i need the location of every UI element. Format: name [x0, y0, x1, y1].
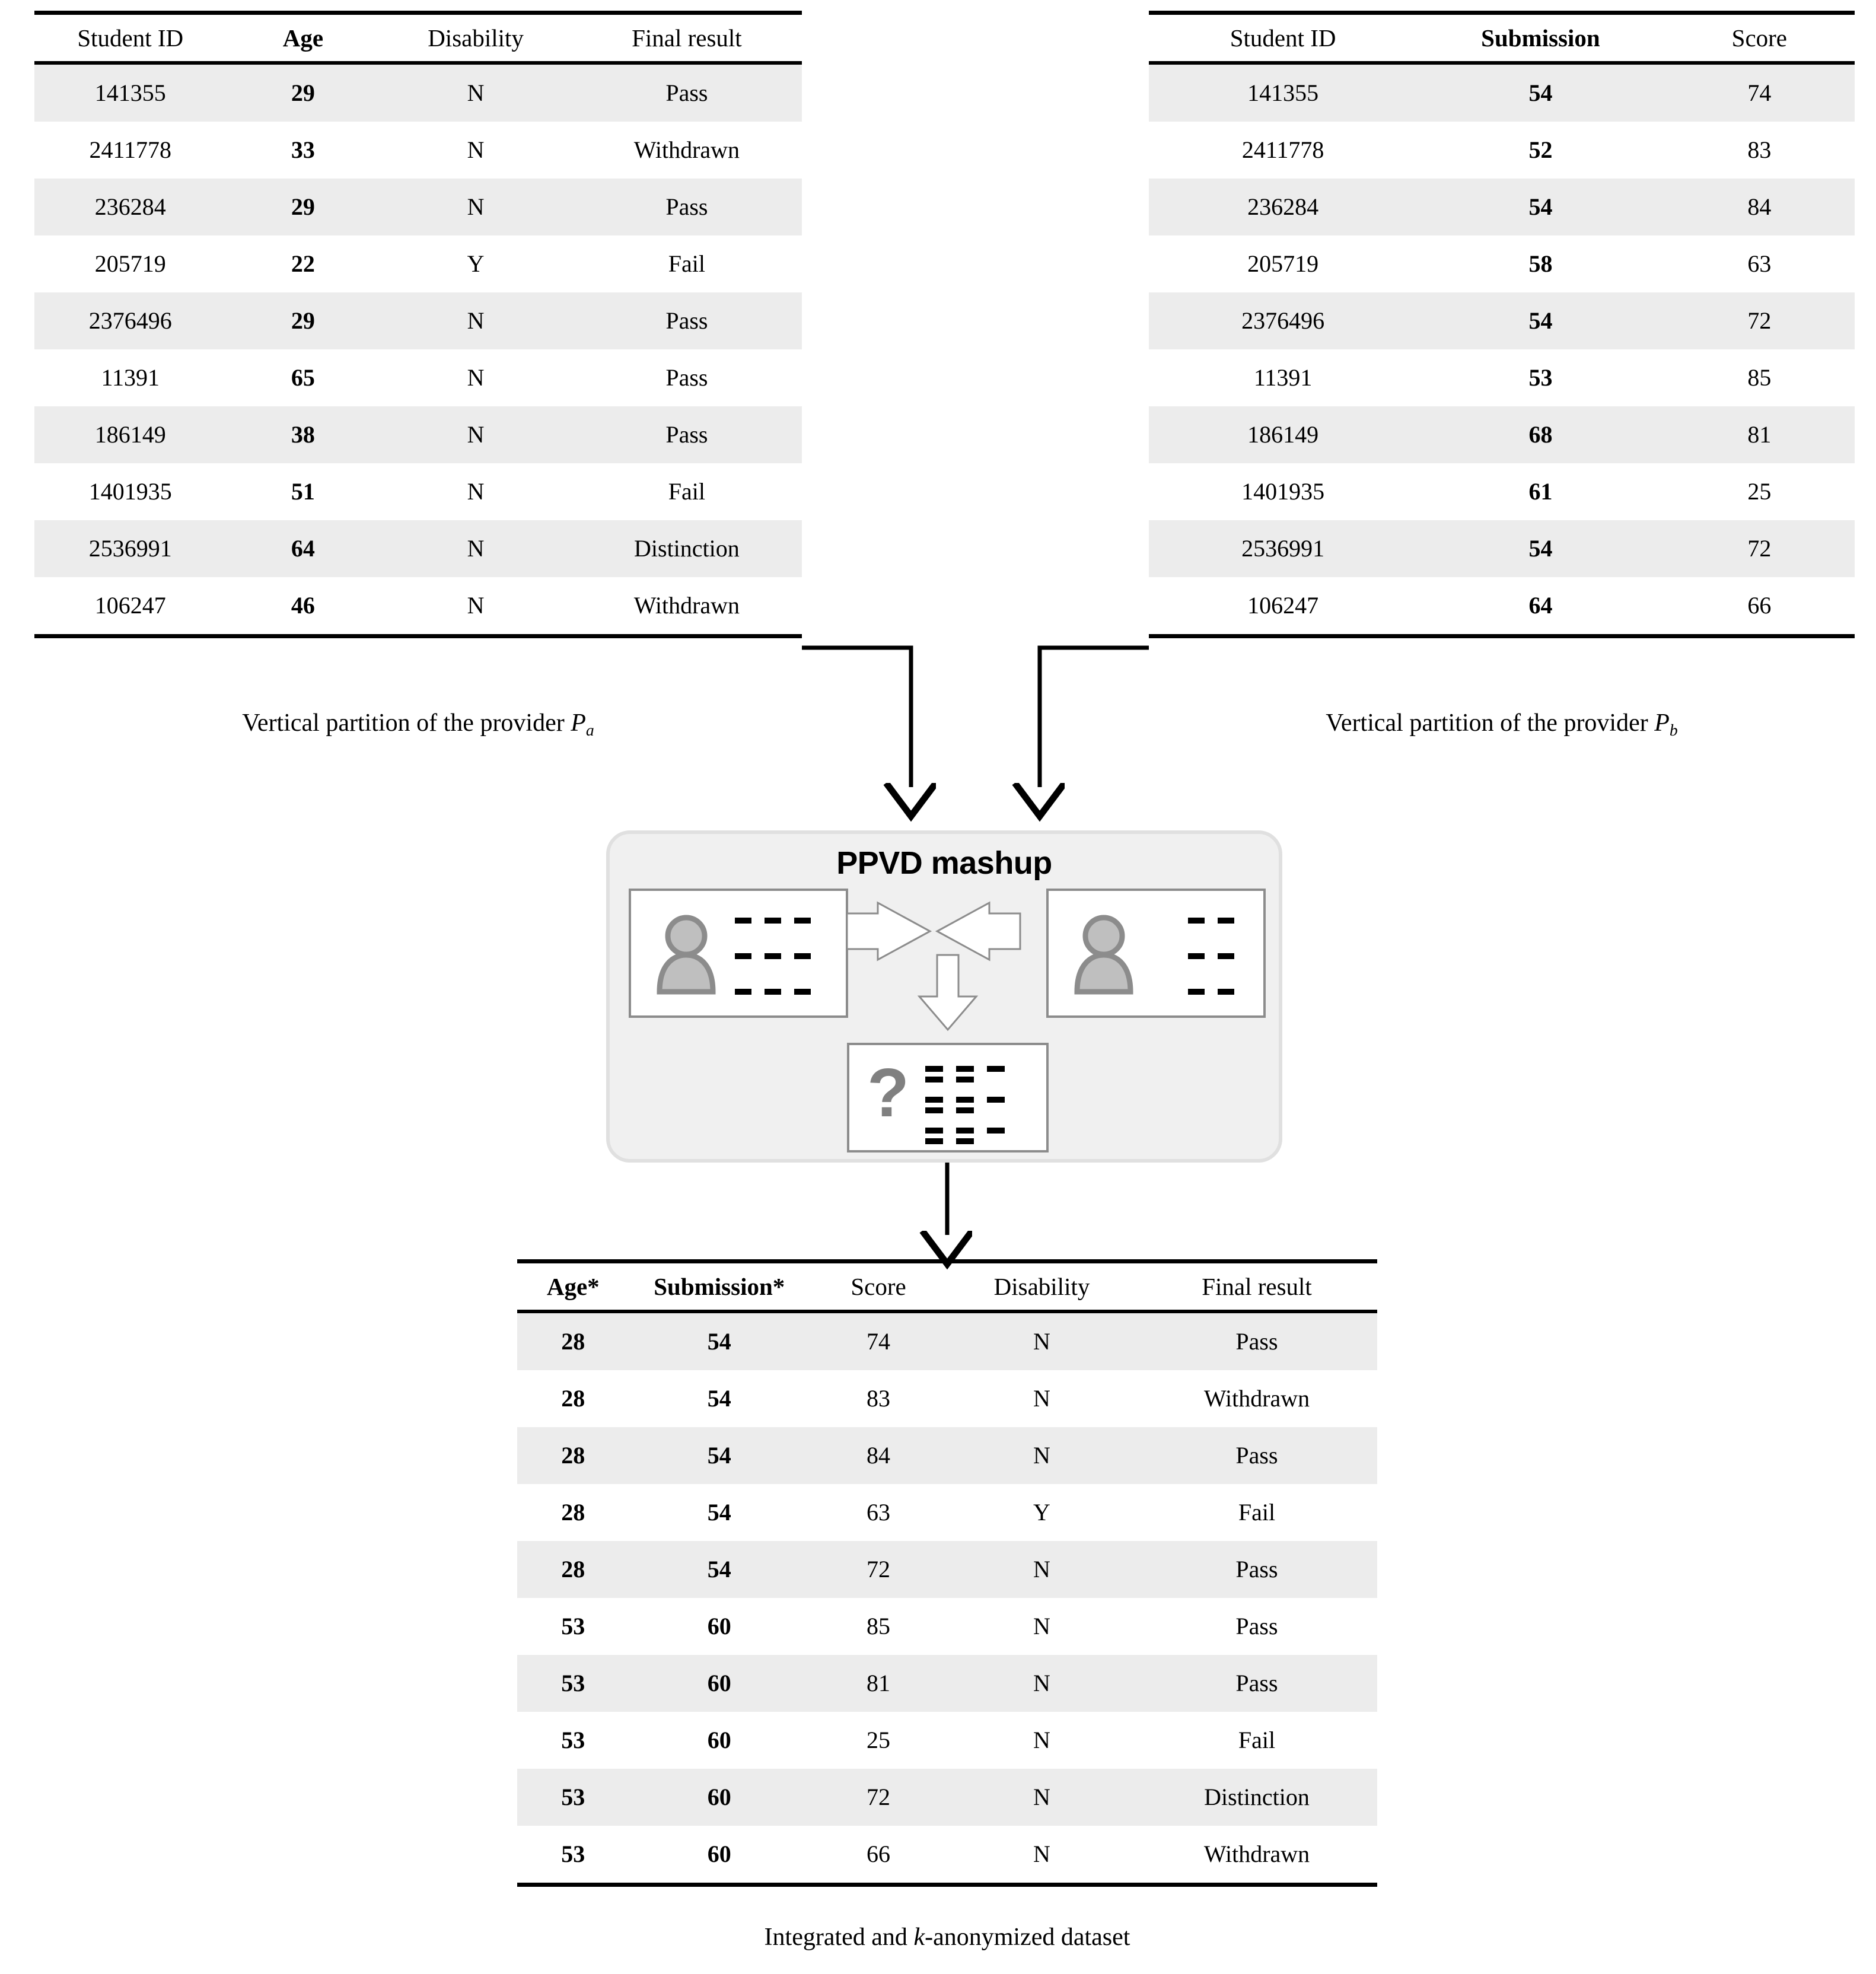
cell-age: 38	[227, 406, 380, 463]
table-row	[1149, 520, 1855, 577]
cell-final-result: Distinction	[1136, 1769, 1377, 1826]
cell-age: 53	[561, 1727, 585, 1753]
cell-disability: Y	[1033, 1499, 1050, 1526]
table-row	[1149, 577, 1855, 636]
provider-a-subscript: a	[585, 721, 594, 740]
person-icon	[654, 913, 719, 996]
cell-final-result: Pass	[1235, 1613, 1278, 1639]
question-mark-icon: ?	[867, 1054, 909, 1131]
dash-lines-left	[735, 916, 824, 1023]
cell-score: 81	[810, 1655, 947, 1712]
cell-score: 66	[1664, 577, 1855, 636]
cell-age: 53	[517, 1655, 629, 1712]
cell-final-result: Fail	[668, 250, 706, 277]
cell-score: 85	[1747, 364, 1772, 391]
table-row	[34, 406, 802, 463]
cell-submission: 60	[629, 1826, 810, 1885]
cell-student-id: 11391	[1253, 364, 1313, 391]
cell-submission: 54	[1417, 63, 1664, 122]
column-header-final-result: Final result	[1136, 1262, 1377, 1312]
cell-final-result: Pass	[572, 179, 802, 235]
cell-score: 63	[1747, 250, 1772, 277]
cell-disability: N	[947, 1427, 1136, 1484]
table-row	[34, 235, 802, 292]
cell-age: 64	[227, 520, 380, 577]
cell-score: 84	[810, 1427, 947, 1484]
column-header-student-id: Student ID	[1149, 13, 1417, 63]
cell-age: 28	[517, 1311, 629, 1370]
cell-submission: 61	[1528, 478, 1553, 505]
table-row	[1149, 179, 1855, 235]
table-row	[1149, 406, 1855, 463]
column-header-submission-star: Submission*	[629, 1262, 810, 1312]
table-row	[34, 122, 802, 179]
cell-student-id: 2411778	[1241, 136, 1324, 163]
table-row	[34, 463, 802, 520]
cell-age: 51	[291, 478, 315, 505]
cell-final-result: Fail	[1238, 1727, 1276, 1753]
table-row	[517, 1541, 1377, 1598]
arrow-right-to-left	[937, 903, 1020, 960]
cell-score: 85	[867, 1613, 890, 1639]
cell-student-id: 106247	[34, 577, 227, 636]
cell-score: 84	[1664, 179, 1855, 235]
cell-student-id: 2376496	[1149, 292, 1417, 349]
table-row	[34, 349, 802, 406]
cell-submission: 54	[629, 1541, 810, 1598]
cell-submission: 54	[707, 1385, 731, 1412]
cell-disability: N	[1033, 1727, 1050, 1753]
table-row	[517, 1655, 1377, 1712]
cell-age: 28	[517, 1427, 629, 1484]
cell-student-id: 11391	[101, 364, 160, 391]
cell-submission: 53	[1528, 364, 1553, 391]
table-row	[1149, 292, 1855, 349]
column-header-score: Score	[1664, 13, 1855, 63]
table-row	[517, 1484, 1377, 1541]
provider-b-symbol: P	[1654, 709, 1670, 737]
cell-final-result: Pass	[572, 292, 802, 349]
cell-age: 33	[291, 136, 315, 163]
cell-final-result: Pass	[572, 406, 802, 463]
cell-submission: 60	[707, 1613, 731, 1639]
cell-student-id: 236284	[1149, 179, 1417, 235]
cell-disability: N	[947, 1541, 1136, 1598]
cell-score: 74	[810, 1311, 947, 1370]
cell-final-result: Pass	[1136, 1427, 1377, 1484]
cell-final-result: Pass	[572, 63, 802, 122]
table-row	[34, 520, 802, 577]
cell-submission: 68	[1417, 406, 1664, 463]
table-row	[517, 1712, 1377, 1769]
cell-submission: 58	[1528, 250, 1553, 277]
cell-student-id: 186149	[1149, 406, 1417, 463]
cell-score: 83	[1747, 136, 1772, 163]
cell-score: 63	[867, 1499, 890, 1526]
provider-b-table	[1149, 11, 1855, 638]
output-caption-prefix: Integrated and	[764, 1924, 914, 1951]
provider-b-caption	[1149, 709, 1855, 740]
table-row	[1149, 63, 1855, 122]
cell-age: 53	[561, 1613, 585, 1639]
arrow-from-provider-a	[802, 648, 911, 787]
cell-age: 22	[291, 250, 315, 277]
provider-b-subscript: b	[1669, 721, 1678, 740]
cell-student-id: 205719	[94, 250, 166, 277]
cell-disability: N	[380, 406, 572, 463]
cell-disability: N	[467, 364, 485, 391]
output-caption-k: k	[913, 1924, 925, 1951]
cell-age: 29	[227, 63, 380, 122]
table-row	[517, 1826, 1377, 1885]
provider-a-caption	[34, 709, 802, 740]
cell-final-result: Withdrawn	[633, 136, 740, 163]
output-table-caption	[517, 1924, 1377, 1951]
cell-disability: N	[467, 136, 485, 163]
cell-submission: 60	[629, 1769, 810, 1826]
cell-disability: N	[380, 179, 572, 235]
cell-submission: 54	[707, 1499, 731, 1526]
cell-age: 29	[227, 179, 380, 235]
exchange-arrows	[818, 889, 1077, 1043]
ppvd-mashup-panel	[606, 830, 1282, 1163]
cell-disability: N	[947, 1826, 1136, 1885]
cell-submission: 54	[1417, 179, 1664, 235]
cell-student-id: 1401935	[1241, 478, 1325, 505]
cell-score: 66	[810, 1826, 947, 1885]
cell-final-result: Withdrawn	[1136, 1826, 1377, 1885]
cell-disability: Y	[467, 250, 485, 277]
cell-age: 28	[517, 1541, 629, 1598]
table-row	[34, 292, 802, 349]
cell-final-result: Fail	[668, 478, 706, 505]
cell-student-id: 186149	[34, 406, 227, 463]
cell-score: 25	[1747, 478, 1772, 505]
table-row	[517, 1427, 1377, 1484]
cell-final-result: Pass	[1136, 1541, 1377, 1598]
party-box-right	[1046, 889, 1266, 1018]
cell-student-id: 106247	[1149, 577, 1417, 636]
table-row	[1149, 349, 1855, 406]
column-header-age-star: Age*	[517, 1262, 629, 1312]
cell-final-result: Pass	[665, 364, 708, 391]
cell-student-id: 205719	[1247, 250, 1319, 277]
cell-submission: 60	[629, 1655, 810, 1712]
table-row	[1149, 463, 1855, 520]
column-header-score: Score	[810, 1262, 947, 1312]
cell-age: 29	[227, 292, 380, 349]
cell-student-id: 2376496	[34, 292, 227, 349]
arrow-merge-down	[919, 955, 976, 1030]
dash-lines-right	[1188, 916, 1247, 1023]
cell-score: 83	[867, 1385, 890, 1412]
table-row	[517, 1311, 1377, 1370]
provider-a-caption-text: Vertical partition of the provider	[242, 709, 571, 737]
ppvd-mashup-title: PPVD mashup	[836, 845, 1052, 881]
table-row	[517, 1598, 1377, 1655]
cell-disability: N	[380, 292, 572, 349]
column-header-disability: Disability	[380, 13, 572, 63]
cell-disability: N	[1033, 1613, 1050, 1639]
cell-submission: 54	[629, 1427, 810, 1484]
cell-score: 25	[867, 1727, 890, 1753]
cell-disability: N	[380, 577, 572, 636]
column-header-final-result: Final result	[572, 13, 802, 63]
cell-age: 46	[227, 577, 380, 636]
column-header-student-id: Student ID	[34, 13, 227, 63]
output-caption-suffix: -anonymized dataset	[925, 1924, 1130, 1951]
column-header-disability: Disability	[947, 1262, 1136, 1312]
table-row	[1149, 235, 1855, 292]
cell-submission: 52	[1528, 136, 1553, 163]
column-header-age: Age	[227, 13, 380, 63]
party-box-left	[629, 889, 848, 1018]
table-row	[34, 577, 802, 636]
cell-disability: N	[947, 1311, 1136, 1370]
cell-age: 53	[517, 1826, 629, 1885]
cell-score: 72	[810, 1769, 947, 1826]
person-icon	[1071, 913, 1136, 996]
cell-final-result: Fail	[1238, 1499, 1276, 1526]
cell-submission: 60	[707, 1727, 731, 1753]
arrow-from-provider-b	[1040, 648, 1149, 787]
cell-student-id: 1401935	[88, 478, 172, 505]
cell-age: 28	[561, 1385, 585, 1412]
cell-final-result: Withdrawn	[1203, 1385, 1310, 1412]
cell-age: 65	[291, 364, 315, 391]
cell-submission: 54	[1417, 292, 1664, 349]
cell-student-id: 2411778	[89, 136, 171, 163]
cell-student-id: 141355	[1149, 63, 1417, 122]
cell-score: 72	[1664, 292, 1855, 349]
dash-lines-result	[925, 1064, 1046, 1157]
table-row	[34, 63, 802, 122]
cell-final-result: Withdrawn	[572, 577, 802, 636]
cell-score: 72	[810, 1541, 947, 1598]
column-header-submission: Submission	[1417, 13, 1664, 63]
provider-a-table	[34, 11, 802, 638]
cell-age: 28	[561, 1499, 585, 1526]
cell-final-result: Distinction	[572, 520, 802, 577]
cell-final-result: Pass	[1136, 1655, 1377, 1712]
table-row	[34, 179, 802, 235]
cell-student-id: 2536991	[34, 520, 227, 577]
integrated-output-table	[517, 1259, 1377, 1887]
cell-disability: N	[1033, 1385, 1050, 1412]
cell-disability: N	[467, 478, 485, 505]
cell-submission: 64	[1417, 577, 1664, 636]
cell-submission: 54	[629, 1311, 810, 1370]
anonymized-result-box	[847, 1043, 1049, 1152]
cell-student-id: 236284	[34, 179, 227, 235]
table-row	[1149, 122, 1855, 179]
cell-final-result: Pass	[1136, 1311, 1377, 1370]
cell-score: 72	[1664, 520, 1855, 577]
cell-student-id: 2536991	[1149, 520, 1417, 577]
cell-submission: 54	[1417, 520, 1664, 577]
cell-score: 74	[1664, 63, 1855, 122]
cell-disability: N	[947, 1655, 1136, 1712]
provider-b-caption-text: Vertical partition of the provider	[1326, 709, 1655, 737]
table-row	[517, 1769, 1377, 1826]
table-row	[517, 1370, 1377, 1427]
arrow-left-to-right	[847, 903, 930, 960]
cell-student-id: 141355	[34, 63, 227, 122]
cell-disability: N	[380, 63, 572, 122]
cell-score: 81	[1664, 406, 1855, 463]
provider-a-symbol: P	[571, 709, 586, 737]
cell-disability: N	[947, 1769, 1136, 1826]
cell-disability: N	[380, 520, 572, 577]
cell-age: 53	[517, 1769, 629, 1826]
